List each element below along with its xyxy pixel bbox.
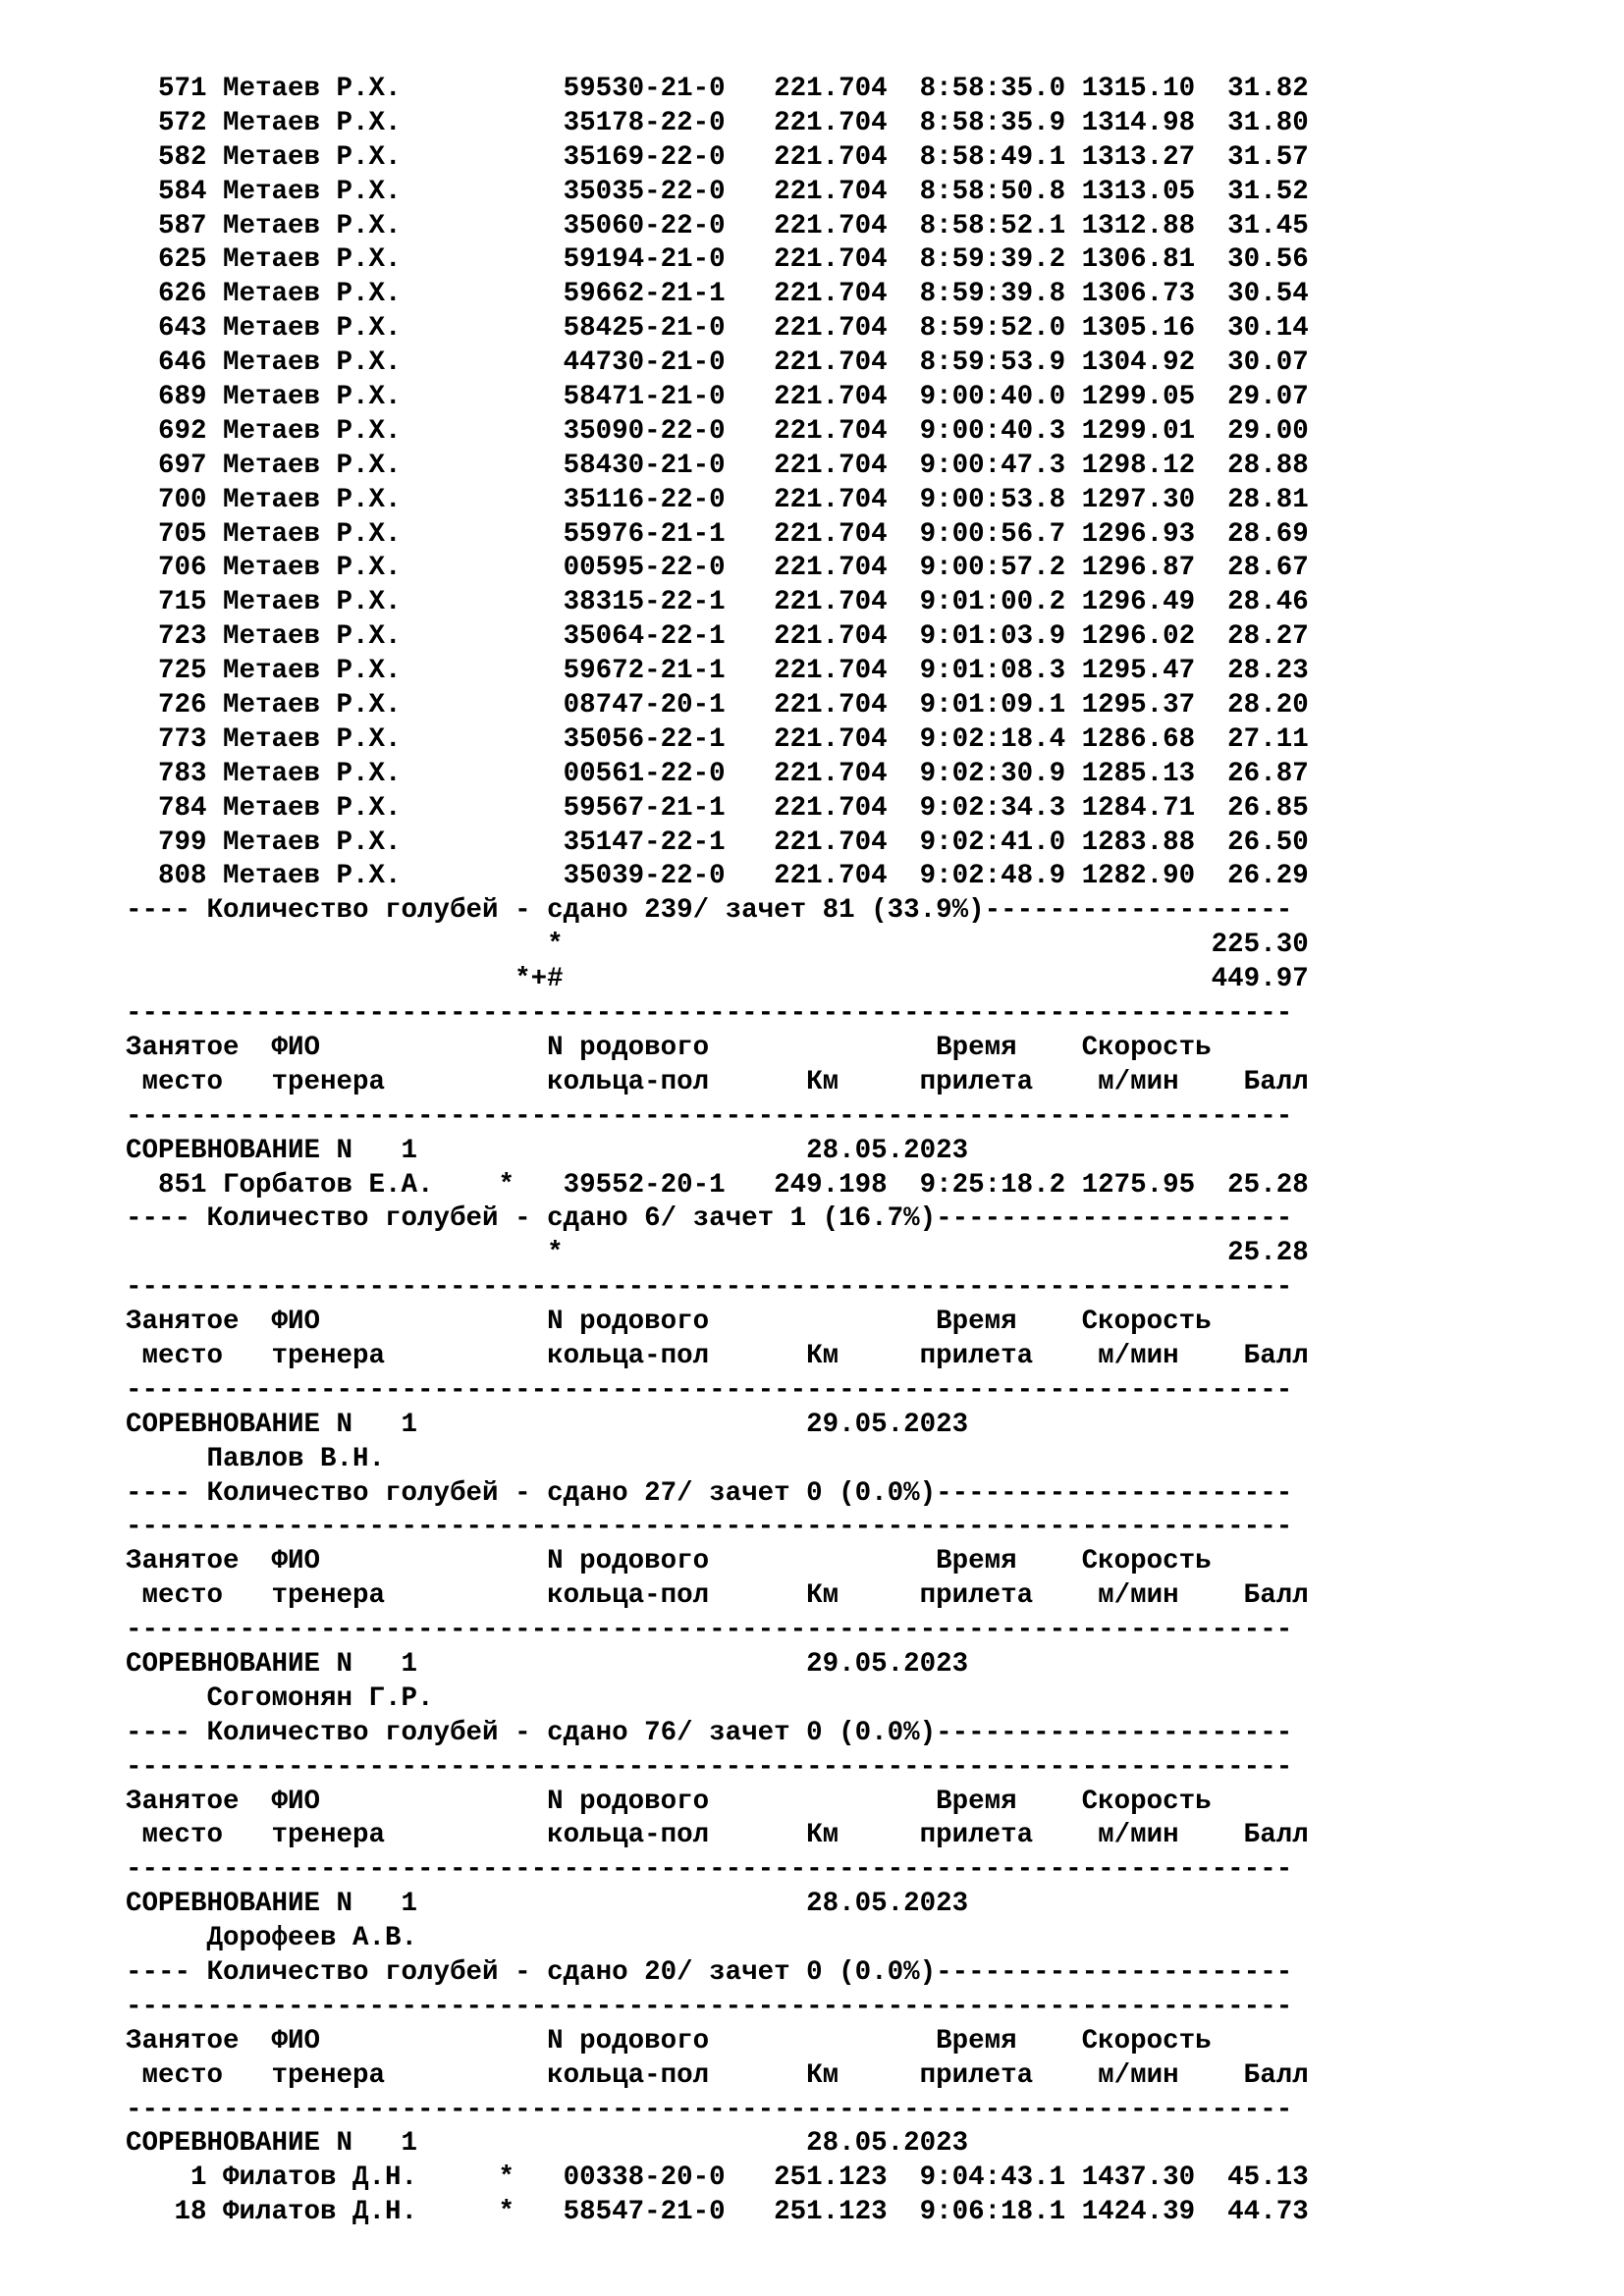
- fancier-name: 706 Метаев Р.Х. 00595-22-0 221.704 9:00:57.2 1296.87 28.67: [126, 553, 1309, 584]
- summary-line: ---- Количество голубей - сдано 27/ зачет 0 (0.0%)----------------------: [126, 1477, 1293, 1509]
- fancier-name: 773 Метаев Р.Х. 35056-22-1 221.704 9:02:18.4 1286.68 27.11: [126, 723, 1309, 755]
- fancier-name: Дорофеев А.В.: [126, 1923, 418, 1954]
- summary-line: ---- Количество голубей - сдано 6/ зачет 1 (16.7%)----------------------: [126, 1203, 1293, 1235]
- fancier-name: 643 Метаев Р.Х. 58425-21-0 221.704 8:59:52.0 1305.16 30.14: [126, 313, 1309, 345]
- fancier-name: Павлов В.Н.: [126, 1443, 386, 1474]
- fancier-name: 584 Метаев Р.Х. 35035-22-0 221.704 8:58:50.8 1313.05 31.52: [126, 176, 1309, 207]
- competition-heading: СОРЕВНОВАНИЕ N 1 29.05.2023: [126, 1648, 969, 1680]
- fancier-name: 587 Метаев Р.Х. 35060-22-0 221.704 8:58:52.1 1312.88 31.45: [126, 210, 1309, 241]
- column-header: место тренера кольца-пол Км прилета м/мин Балл: [126, 1820, 1309, 1851]
- summary-line: ------------------------------------------------------------------------: [126, 1512, 1293, 1543]
- fancier-name: 715 Метаев Р.Х. 38315-22-1 221.704 9:01:00.2 1296.49 28.46: [126, 587, 1309, 618]
- column-header: Занятое ФИО N родового Время Скорость: [126, 1032, 1212, 1063]
- score-total: * 225.30: [126, 930, 1309, 961]
- summary-line: ------------------------------------------------------------------------: [126, 2094, 1293, 2125]
- summary-line: ------------------------------------------------------------------------: [126, 1100, 1293, 1132]
- column-header: Занятое ФИО N родового Время Скорость: [126, 1786, 1212, 1817]
- summary-line: ------------------------------------------------------------------------: [126, 1854, 1293, 1886]
- column-header: место тренера кольца-пол Км прилета м/мин Балл: [126, 1340, 1309, 1371]
- fancier-name: 725 Метаев Р.Х. 59672-21-1 221.704 9:01:08.3 1295.47 28.23: [126, 656, 1309, 687]
- fancier-name: 626 Метаев Р.Х. 59662-21-1 221.704 8:59:39.8 1306.73 30.54: [126, 279, 1309, 310]
- fancier-name: 705 Метаев Р.Х. 55976-21-1 221.704 9:00:56.7 1296.93 28.69: [126, 518, 1309, 550]
- fancier-name: 18 Филатов Д.Н. * 58547-21-0 251.123 9:06:18.1 1424.39 44.73: [126, 2197, 1309, 2228]
- column-header: Занятое ФИО N родового Время Скорость: [126, 2025, 1212, 2056]
- fancier-name: 799 Метаев Р.Х. 35147-22-1 221.704 9:02:41.0 1283.88 26.50: [126, 827, 1309, 858]
- column-header: место тренера кольца-пол Км прилета м/мин Балл: [126, 2059, 1309, 2091]
- column-header: Занятое ФИО N родового Время Скорость: [126, 1546, 1212, 1577]
- fancier-name: Согомонян Г.Р.: [126, 1682, 434, 1714]
- competition-heading: СОРЕВНОВАНИЕ N 1 29.05.2023: [126, 1409, 969, 1440]
- summary-line: ------------------------------------------------------------------------: [126, 1272, 1293, 1304]
- score-total: *+# 449.97: [126, 964, 1309, 995]
- summary-line: ------------------------------------------------------------------------: [126, 1615, 1293, 1646]
- fancier-name: 625 Метаев Р.Х. 59194-21-0 221.704 8:59:39.2 1306.81 30.56: [126, 244, 1309, 276]
- fancier-name: 697 Метаев Р.Х. 58430-21-0 221.704 9:00:47.3 1298.12 28.88: [126, 450, 1309, 481]
- results-sheet: [126, 73, 1579, 2230]
- fancier-name: 808 Метаев Р.Х. 35039-22-0 221.704 9:02:48.9 1282.90 26.29: [126, 861, 1309, 892]
- column-header: место тренера кольца-пол Км прилета м/мин Балл: [126, 1580, 1309, 1612]
- summary-line: ---- Количество голубей - сдано 20/ зачет 0 (0.0%)----------------------: [126, 1956, 1293, 1988]
- competition-heading: СОРЕВНОВАНИЕ N 1 28.05.2023: [126, 2128, 969, 2160]
- summary-line: ---- Количество голубей - сдано 239/ зачет 81 (33.9%)-------------------: [126, 895, 1293, 927]
- summary-line: ------------------------------------------------------------------------: [126, 998, 1293, 1030]
- summary-line: ------------------------------------------------------------------------: [126, 1374, 1293, 1406]
- fancier-name: 851 Горбатов Е.А. * 39552-20-1 249.198 9:25:18.2 1275.95 25.28: [126, 1169, 1309, 1201]
- fancier-name: 784 Метаев Р.Х. 59567-21-1 221.704 9:02:34.3 1284.71 26.85: [126, 792, 1309, 824]
- summary-line: ---- Количество голубей - сдано 76/ зачет 0 (0.0%)----------------------: [126, 1717, 1293, 1748]
- fancier-name: 723 Метаев Р.Х. 35064-22-1 221.704 9:01:03.9 1296.02 28.27: [126, 621, 1309, 653]
- fancier-name: 571 Метаев Р.Х. 59530-21-0 221.704 8:58:35.0 1315.10 31.82: [126, 74, 1309, 104]
- summary-line: ------------------------------------------------------------------------: [126, 1991, 1293, 2022]
- fancier-name: 1 Филатов Д.Н. * 00338-20-0 251.123 9:04:43.1 1437.30 45.13: [126, 2163, 1309, 2194]
- fancier-name: 726 Метаев Р.Х. 08747-20-1 221.704 9:01:09.1 1295.37 28.20: [126, 690, 1309, 721]
- column-header: место тренера кольца-пол Км прилета м/мин Балл: [126, 1066, 1309, 1097]
- fancier-name: 689 Метаев Р.Х. 58471-21-0 221.704 9:00:40.0 1299.05 29.07: [126, 382, 1309, 413]
- fancier-name: 700 Метаев Р.Х. 35116-22-0 221.704 9:00:53.8 1297.30 28.81: [126, 484, 1309, 515]
- competition-heading: СОРЕВНОВАНИЕ N 1 28.05.2023: [126, 1889, 969, 1920]
- summary-line: ------------------------------------------------------------------------: [126, 1751, 1293, 1783]
- score-total: * 25.28: [126, 1238, 1309, 1269]
- competition-heading: СОРЕВНОВАНИЕ N 1 28.05.2023: [126, 1135, 969, 1166]
- fancier-name: 646 Метаев Р.Х. 44730-21-0 221.704 8:59:53.9 1304.92 30.07: [126, 347, 1309, 379]
- fancier-name: 582 Метаев Р.Х. 35169-22-0 221.704 8:58:49.1 1313.27 31.57: [126, 141, 1309, 173]
- fancier-name: 692 Метаев Р.Х. 35090-22-0 221.704 9:00:40.3 1299.01 29.00: [126, 415, 1309, 447]
- fancier-name: 783 Метаев Р.Х. 00561-22-0 221.704 9:02:30.9 1285.13 26.87: [126, 758, 1309, 789]
- column-header: Занятое ФИО N родового Время Скорость: [126, 1307, 1212, 1338]
- fancier-name: 572 Метаев Р.Х. 35178-22-0 221.704 8:58:35.9 1314.98 31.80: [126, 107, 1309, 138]
